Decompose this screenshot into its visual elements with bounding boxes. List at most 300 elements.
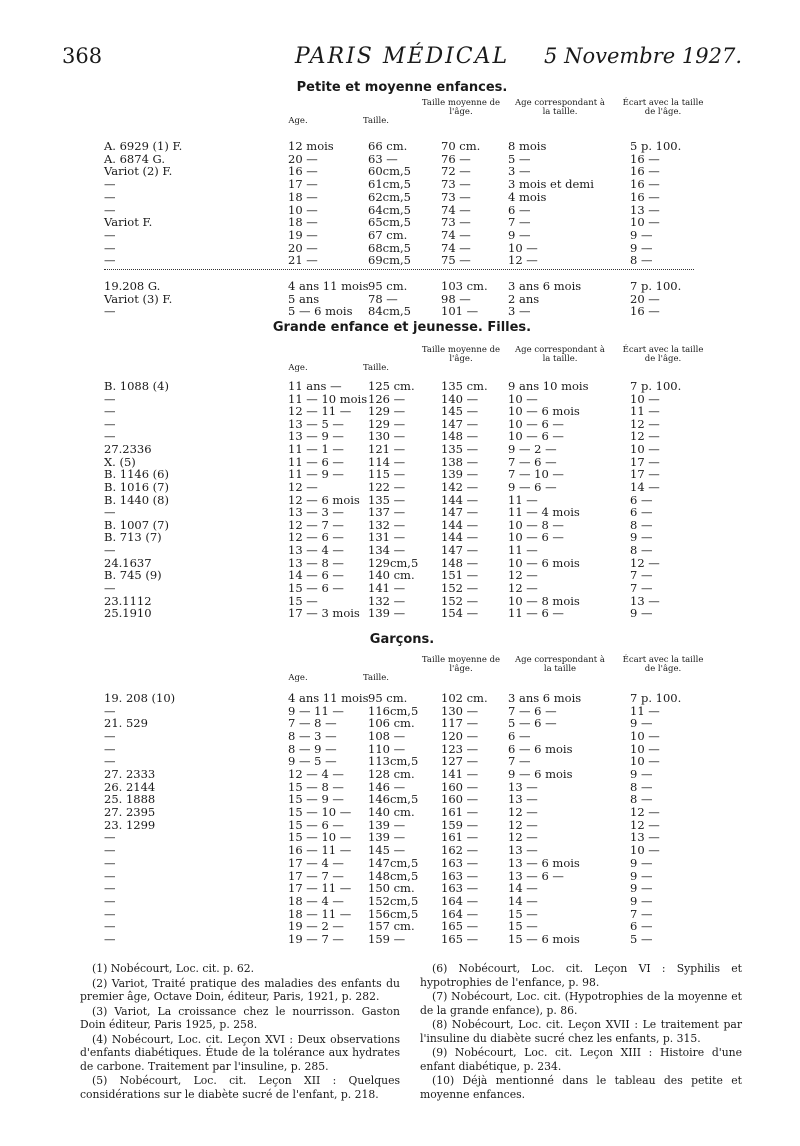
table-row: [0, 793, 800, 805]
row-age: 13 — 3 —: [288, 505, 344, 520]
row-id: —: [104, 931, 116, 946]
row-mean-height: 165 —: [441, 931, 479, 946]
row-age: 4 ans 11 mois: [288, 691, 369, 705]
row-equivalent-age: 10 —: [508, 391, 538, 406]
row-height: 66 cm.: [368, 139, 408, 153]
row-equivalent-age: 6 —: [508, 202, 531, 217]
row-height: 116cm,5: [368, 703, 419, 718]
row-mean-height: 130 —: [441, 703, 479, 718]
row-mean-height: 159 —: [441, 817, 479, 832]
row-gap: 12 —: [630, 555, 660, 570]
row-gap: 8 —: [630, 779, 653, 794]
table-row: [0, 153, 800, 165]
table-row: [0, 519, 800, 531]
table-row: [0, 882, 800, 894]
row-id: 25. 1888: [104, 792, 156, 807]
table-row: [0, 582, 800, 594]
row-height: 145 —: [368, 843, 406, 858]
row-height: 128 cm.: [368, 767, 415, 782]
row-gap: 11 —: [630, 404, 660, 419]
table-row: [0, 730, 800, 742]
row-id: A. 6929 (1) F.: [104, 139, 183, 153]
row-height: 139 —: [368, 606, 406, 621]
row-gap: 16 —: [630, 304, 660, 319]
row-mean-height: 165 —: [441, 919, 479, 934]
row-id: 21. 529: [104, 716, 148, 731]
row-height: 61cm,5: [368, 177, 411, 192]
row-id: B. 1007 (7): [104, 517, 169, 532]
row-id: —: [104, 919, 116, 934]
row-mean-height: 135 —: [441, 442, 479, 457]
table-row: [0, 806, 800, 818]
row-age: 20 —: [288, 151, 318, 166]
row-gap: 9 —: [630, 855, 653, 870]
row-equivalent-age: 13 — 6 —: [508, 868, 564, 883]
row-id: —: [104, 580, 116, 595]
row-age: 17 — 4 —: [288, 855, 344, 870]
column-header: Age.: [288, 363, 308, 373]
row-age: 15 — 9 —: [288, 792, 344, 807]
row-mean-height: 148 —: [441, 555, 479, 570]
row-id: —: [104, 505, 116, 520]
dotted-separator: [104, 269, 694, 274]
row-age: 20 —: [288, 240, 318, 255]
row-gap: 16 —: [630, 164, 660, 179]
row-gap: 6 —: [630, 919, 653, 934]
footnote: (10) Déjà mentionné dans le tableau des petite et moyenne enfances.: [420, 1074, 742, 1101]
row-mean-height: 138 —: [441, 454, 479, 469]
row-mean-height: 152 —: [441, 593, 479, 608]
row-gap: 7 p. 100.: [630, 379, 682, 393]
row-age: 17 — 3 mois: [288, 606, 360, 621]
row-age: 15 —: [288, 593, 318, 608]
row-height: 125 cm.: [368, 379, 415, 393]
row-height: 108 —: [368, 729, 406, 744]
row-id: Variot F.: [104, 215, 153, 230]
row-id: 27. 2333: [104, 767, 156, 782]
table-row: [0, 544, 800, 556]
row-gap: 16 —: [630, 189, 660, 204]
page-header: [62, 44, 742, 74]
row-gap: 20 —: [630, 291, 660, 306]
row-height: 60cm,5: [368, 164, 411, 179]
row-mean-height: 70 cm.: [441, 139, 481, 153]
row-age: 15 — 8 —: [288, 779, 344, 794]
row-gap: 10 —: [630, 843, 660, 858]
column-header: Taille.: [363, 116, 389, 126]
row-equivalent-age: 3 ans 6 mois: [508, 279, 582, 293]
row-id: B. 713 (7): [104, 530, 162, 545]
row-mean-height: 142 —: [441, 479, 479, 494]
row-mean-height: 161 —: [441, 830, 479, 845]
row-mean-height: 141 —: [441, 767, 479, 782]
row-equivalent-age: 7 — 6 —: [508, 454, 557, 469]
row-age: 17 —: [288, 177, 318, 192]
table-row: [0, 920, 800, 932]
row-id: —: [104, 416, 116, 431]
row-gap: 6 —: [630, 492, 653, 507]
column-header: Taille moyenne de l'âge.: [421, 345, 501, 364]
row-mean-height: 147 —: [441, 416, 479, 431]
row-equivalent-age: 12 —: [508, 830, 538, 845]
row-gap: 9 —: [630, 227, 653, 242]
row-equivalent-age: 14 —: [508, 893, 538, 908]
row-height: 141 —: [368, 580, 406, 595]
table-row: [0, 494, 800, 506]
row-height: 122 —: [368, 479, 406, 494]
row-mean-height: 123 —: [441, 741, 479, 756]
row-gap: 9 —: [630, 716, 653, 731]
row-mean-height: 74 —: [441, 202, 471, 217]
row-age: 11 — 6 —: [288, 454, 344, 469]
row-age: 5 ans: [288, 291, 320, 306]
footnote: (2) Variot, Traité pratique des maladies des enfants du premier âge, Octave Doin, éditeur, Paris, 1921, p. 282.: [80, 976, 400, 1003]
row-mean-height: 120 —: [441, 729, 479, 744]
row-equivalent-age: 10 — 6 —: [508, 530, 564, 545]
row-gap: 9 —: [630, 530, 653, 545]
column-header: Age.: [288, 116, 308, 126]
table-row: [0, 468, 800, 480]
row-id: —: [104, 240, 116, 255]
row-mean-height: 148 —: [441, 429, 479, 444]
row-gap: 7 —: [630, 580, 653, 595]
row-height: 131 —: [368, 530, 406, 545]
row-id: 27. 2395: [104, 805, 156, 820]
row-gap: 9 —: [630, 868, 653, 883]
row-height: 67 cm.: [368, 227, 408, 242]
table-row: [0, 781, 800, 793]
row-id: —: [104, 855, 116, 870]
row-mean-height: 151 —: [441, 568, 479, 583]
row-equivalent-age: 9 — 6 —: [508, 479, 557, 494]
row-equivalent-age: 3 ans 6 mois: [508, 691, 582, 705]
table-row: [0, 870, 800, 882]
row-gap: 7 p. 100.: [630, 691, 682, 705]
row-gap: 12 —: [630, 429, 660, 444]
row-age: 21 —: [288, 253, 318, 268]
row-equivalent-age: 5 —: [508, 151, 531, 166]
row-gap: 13 —: [630, 202, 660, 217]
table-row: [0, 481, 800, 493]
issue-date: 5 Novembre 1927.: [544, 44, 742, 68]
column-header: Taille moyenne de l'âge.: [421, 98, 501, 117]
row-height: 64cm,5: [368, 202, 411, 217]
row-age: 12 — 4 —: [288, 767, 344, 782]
column-header: Age correspondant à la taille: [515, 655, 605, 674]
row-height: 95 cm.: [368, 279, 408, 293]
row-id: —: [104, 729, 116, 744]
table-row: [0, 607, 800, 619]
table-row: [0, 844, 800, 856]
row-mean-height: 98 —: [441, 291, 471, 306]
row-gap: 8 —: [630, 792, 653, 807]
row-height: 139 —: [368, 830, 406, 845]
row-mean-height: 73 —: [441, 177, 471, 192]
row-equivalent-age: 11 —: [508, 543, 538, 558]
row-id: —: [104, 391, 116, 406]
row-id: X. (5): [104, 454, 136, 469]
row-id: —: [104, 881, 116, 896]
row-id: Variot (2) F.: [104, 164, 173, 179]
row-gap: 9 —: [630, 881, 653, 896]
row-id: —: [104, 253, 116, 268]
row-mean-height: 74 —: [441, 240, 471, 255]
row-id: 19. 208 (10): [104, 691, 176, 705]
row-gap: 8 —: [630, 517, 653, 532]
row-age: 11 — 10 mois: [288, 391, 368, 406]
row-age: 18 —: [288, 215, 318, 230]
row-gap: 10 —: [630, 741, 660, 756]
row-equivalent-age: 12 —: [508, 253, 538, 268]
row-gap: 8 —: [630, 253, 653, 268]
row-equivalent-age: 11 — 6 —: [508, 606, 564, 621]
table-row: [0, 768, 800, 780]
row-mean-height: 73 —: [441, 189, 471, 204]
row-age: 13 — 5 —: [288, 416, 344, 431]
column-header: Taille moyenne de l'âge.: [421, 655, 501, 674]
row-mean-height: 127 —: [441, 754, 479, 769]
journal-title: PARIS MÉDICAL: [294, 44, 510, 69]
row-gap: 5 —: [630, 931, 653, 946]
table-row: [0, 216, 800, 228]
row-equivalent-age: 6 — 6 mois: [508, 741, 573, 756]
row-mean-height: 162 —: [441, 843, 479, 858]
footnotes-left: [80, 962, 400, 1102]
row-id: —: [104, 843, 116, 858]
row-age: 16 — 11 —: [288, 843, 352, 858]
table-row: [0, 165, 800, 177]
row-height: 129 —: [368, 416, 406, 431]
row-id: 25.1910: [104, 606, 152, 621]
row-equivalent-age: 12 —: [508, 580, 538, 595]
row-height: 146 —: [368, 779, 406, 794]
row-gap: 13 —: [630, 830, 660, 845]
row-height: 152cm,5: [368, 893, 419, 908]
row-mean-height: 154 —: [441, 606, 479, 621]
row-gap: 14 —: [630, 479, 660, 494]
row-mean-height: 117 —: [441, 716, 479, 731]
row-id: Variot (3) F.: [104, 291, 173, 306]
row-gap: 8 —: [630, 543, 653, 558]
row-mean-height: 147 —: [441, 505, 479, 520]
table-row: [0, 430, 800, 442]
row-equivalent-age: 12 —: [508, 817, 538, 832]
row-gap: 13 —: [630, 593, 660, 608]
table-row: [0, 895, 800, 907]
row-height: 140 cm.: [368, 568, 415, 583]
row-equivalent-age: 3 mois et demi: [508, 177, 594, 192]
row-gap: 9 —: [630, 606, 653, 621]
row-equivalent-age: 15 —: [508, 906, 538, 921]
row-id: B. 1088 (4): [104, 379, 169, 393]
row-age: 5 — 6 mois: [288, 304, 353, 319]
row-equivalent-age: 5 — 6 —: [508, 716, 557, 731]
table-row: [0, 705, 800, 717]
row-id: —: [104, 304, 116, 319]
row-height: 137 —: [368, 505, 406, 520]
row-equivalent-age: 10 — 6 —: [508, 429, 564, 444]
row-gap: 7 —: [630, 568, 653, 583]
row-id: 23.1112: [104, 593, 152, 608]
row-equivalent-age: 9 ans 10 mois: [508, 379, 589, 393]
row-height: 148cm,5: [368, 868, 419, 883]
row-equivalent-age: 10 — 8 mois: [508, 593, 580, 608]
row-age: 13 — 8 —: [288, 555, 344, 570]
column-header: Taille.: [363, 673, 389, 683]
table-row: [0, 254, 800, 266]
row-age: 12 — 6 —: [288, 530, 344, 545]
row-id: —: [104, 741, 116, 756]
row-age: 15 — 6 —: [288, 580, 344, 595]
row-height: 140 cm.: [368, 805, 415, 820]
row-gap: 9 —: [630, 767, 653, 782]
table-row: [0, 443, 800, 455]
row-height: 156cm,5: [368, 906, 419, 921]
row-height: 129cm,5: [368, 555, 419, 570]
row-id: 26. 2144: [104, 779, 156, 794]
row-equivalent-age: 15 — 6 mois: [508, 931, 580, 946]
row-id: —: [104, 543, 116, 558]
row-height: 135 —: [368, 492, 406, 507]
row-age: 12 —: [288, 479, 318, 494]
row-equivalent-age: 14 —: [508, 881, 538, 896]
row-gap: 10 —: [630, 215, 660, 230]
row-height: 63 —: [368, 151, 398, 166]
page-number: 368: [62, 44, 103, 68]
row-id: B. 1440 (8): [104, 492, 169, 507]
footnote: (8) Nobécourt, Loc. cit. Leçon XVII : Le traitement par l'insuline du diabète sucré chez les enfants, p. 315.: [420, 1018, 742, 1045]
row-height: 146cm,5: [368, 792, 419, 807]
row-height: 69cm,5: [368, 253, 411, 268]
row-age: 12 mois: [288, 139, 334, 153]
row-gap: 7 —: [630, 906, 653, 921]
row-height: 113cm,5: [368, 754, 419, 769]
row-height: 147cm,5: [368, 855, 419, 870]
row-height: 114 —: [368, 454, 406, 469]
row-equivalent-age: 3 —: [508, 304, 531, 319]
row-height: 126 —: [368, 391, 406, 406]
row-height: 78 —: [368, 291, 398, 306]
row-id: A. 6874 G.: [104, 151, 165, 166]
row-age: 14 — 6 —: [288, 568, 344, 583]
row-gap: 9 —: [630, 240, 653, 255]
row-mean-height: 103 cm.: [441, 279, 488, 293]
column-header: Écart avec la taille de l'âge.: [622, 345, 704, 364]
row-gap: 5 p. 100.: [630, 139, 682, 153]
row-equivalent-age: 13 —: [508, 779, 538, 794]
table-row: [0, 595, 800, 607]
row-mean-height: 74 —: [441, 227, 471, 242]
row-gap: 10 —: [630, 729, 660, 744]
section-title: Grande enfance et jeunesse. Filles.: [272, 320, 532, 335]
table-row: [0, 280, 800, 292]
row-mean-height: 164 —: [441, 893, 479, 908]
row-id: —: [104, 703, 116, 718]
row-height: 134 —: [368, 543, 406, 558]
row-height: 157 cm.: [368, 919, 415, 934]
row-id: —: [104, 830, 116, 845]
row-height: 68cm,5: [368, 240, 411, 255]
row-equivalent-age: 11 — 4 mois: [508, 505, 580, 520]
footnote: (5) Nobécourt, Loc. cit. Leçon XII : Quelques considérations sur le diabète sucré de l'enfant, p. 218.: [80, 1074, 400, 1101]
row-gap: 16 —: [630, 177, 660, 192]
row-equivalent-age: 7 —: [508, 215, 531, 230]
row-mean-height: 164 —: [441, 906, 479, 921]
row-age: 19 — 7 —: [288, 931, 344, 946]
row-equivalent-age: 4 mois: [508, 189, 547, 204]
row-gap: 17 —: [630, 454, 660, 469]
row-equivalent-age: 9 —: [508, 227, 531, 242]
row-gap: 17 —: [630, 467, 660, 482]
row-mean-height: 76 —: [441, 151, 471, 166]
row-height: 159 —: [368, 931, 406, 946]
table-row: [0, 933, 800, 945]
row-age: 15 — 10 —: [288, 805, 352, 820]
row-id: 19.208 G.: [104, 279, 161, 293]
row-equivalent-age: 7 — 6 —: [508, 703, 557, 718]
table-row: [0, 692, 800, 704]
table-row: [0, 755, 800, 767]
table-row: [0, 405, 800, 417]
row-mean-height: 75 —: [441, 253, 471, 268]
section-title: Petite et moyenne enfances.: [296, 80, 508, 95]
row-id: —: [104, 893, 116, 908]
row-equivalent-age: 13 —: [508, 843, 538, 858]
row-mean-height: 145 —: [441, 404, 479, 419]
row-gap: 7 p. 100.: [630, 279, 682, 293]
row-height: 106 cm.: [368, 716, 415, 731]
row-height: 65cm,5: [368, 215, 411, 230]
table-row: [0, 418, 800, 430]
row-mean-height: 135 cm.: [441, 379, 488, 393]
table-row: [0, 293, 800, 305]
row-equivalent-age: 10 — 8 —: [508, 517, 564, 532]
row-equivalent-age: 12 —: [508, 568, 538, 583]
row-age: 9 — 5 —: [288, 754, 337, 769]
row-gap: 12 —: [630, 416, 660, 431]
footnote: (1) Nobécourt, Loc. cit. p. 62.: [92, 962, 255, 975]
row-mean-height: 102 cm.: [441, 691, 488, 705]
row-id: B. 745 (9): [104, 568, 162, 583]
column-header: Age correspondant à la taille.: [515, 345, 605, 364]
table-row: [0, 380, 800, 392]
table-row: [0, 191, 800, 203]
row-mean-height: 161 —: [441, 805, 479, 820]
row-height: 132 —: [368, 517, 406, 532]
table-row: [0, 506, 800, 518]
row-gap: 10 —: [630, 754, 660, 769]
row-equivalent-age: 10 — 6 —: [508, 416, 564, 431]
row-age: 16 —: [288, 164, 318, 179]
table-row: [0, 557, 800, 569]
table-row: [0, 140, 800, 152]
footnotes-right: [420, 962, 742, 1102]
row-age: 12 — 6 mois: [288, 492, 360, 507]
footnote: (9) Nobécourt, Loc. cit. Leçon XIII : Histoire d'une enfant diabétique, p. 234.: [420, 1046, 742, 1073]
row-id: —: [104, 868, 116, 883]
row-id: —: [104, 429, 116, 444]
footnote: (4) Nobécourt, Loc. cit. Leçon XVI : Deux observations d'enfants diabétiques. Étude de la tolérance aux hydrates de carbone. Traitement par l'insuline, p. 285.: [80, 1032, 400, 1073]
row-id: B. 1146 (6): [104, 467, 169, 482]
row-gap: 16 —: [630, 151, 660, 166]
row-age: 13 — 9 —: [288, 429, 344, 444]
row-age: 8 — 9 —: [288, 741, 337, 756]
row-age: 12 — 7 —: [288, 517, 344, 532]
row-equivalent-age: 12 —: [508, 805, 538, 820]
row-equivalent-age: 7 —: [508, 754, 531, 769]
row-id: —: [104, 189, 116, 204]
row-mean-height: 101 —: [441, 304, 479, 319]
